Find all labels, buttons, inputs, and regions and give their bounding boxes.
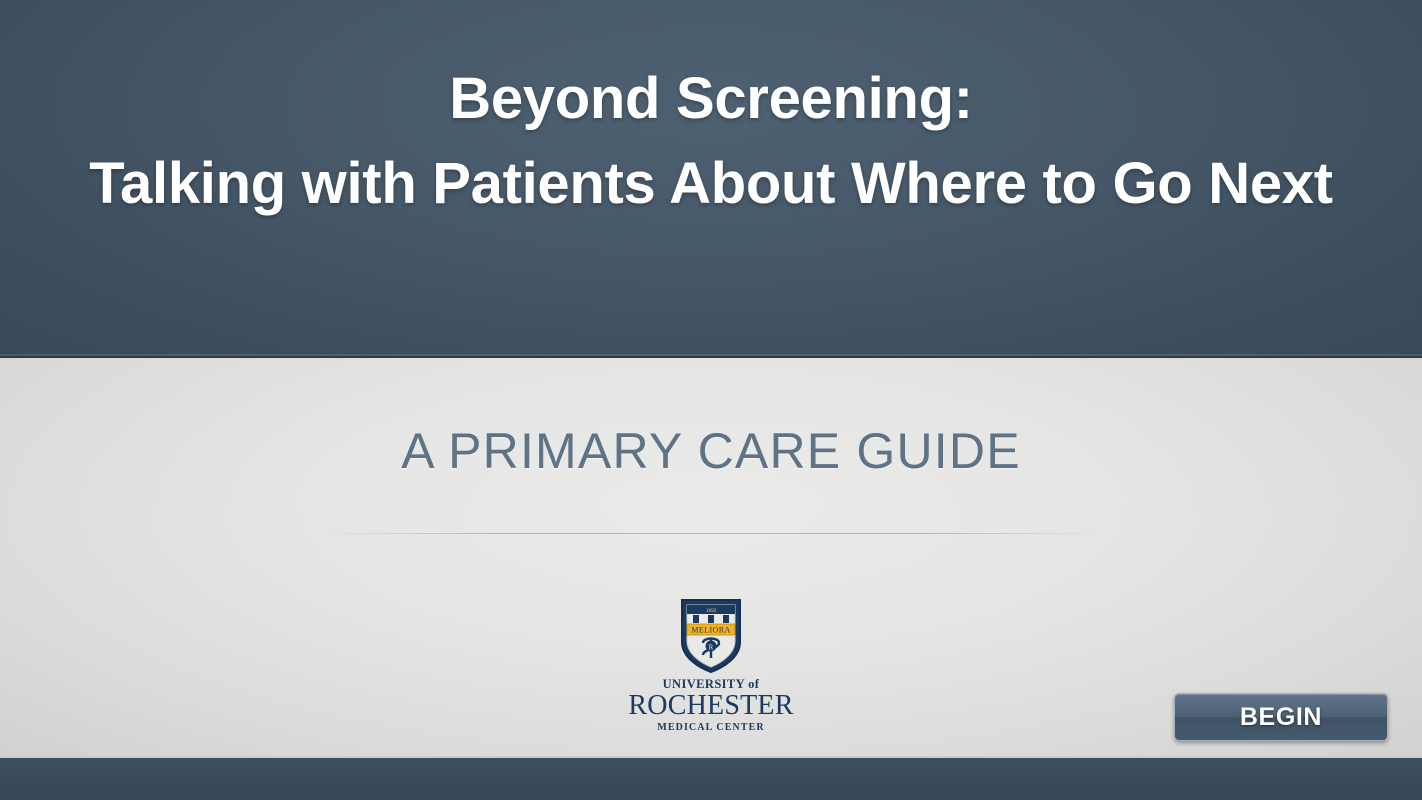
logo-university-line [621, 678, 801, 691]
slide-title-line-1: Beyond Screening: [449, 66, 973, 131]
logo-university-text: UNIVERSITY of [662, 677, 760, 691]
svg-text:MELIORA: MELIORA [691, 625, 731, 635]
title-block [0, 64, 1422, 220]
slide-subtitle: A PRIMARY CARE GUIDE [401, 423, 1021, 479]
begin-button[interactable]: BEGIN [1174, 693, 1388, 741]
horizontal-divider [322, 533, 1100, 534]
svg-text:1850: 1850 [706, 609, 716, 615]
logo-unit-line: MEDICAL CENTER [657, 721, 765, 733]
logo-wordmark [621, 678, 801, 733]
footer-bar [0, 758, 1422, 800]
crest-shield-icon [678, 596, 744, 674]
svg-text:R: R [708, 643, 714, 652]
university-logo [621, 596, 801, 733]
title-panel [0, 0, 1422, 356]
logo-name-line: ROCHESTER [628, 689, 794, 721]
slide-title-line-2: Talking with Patients About Where to Go Next [89, 150, 1333, 216]
